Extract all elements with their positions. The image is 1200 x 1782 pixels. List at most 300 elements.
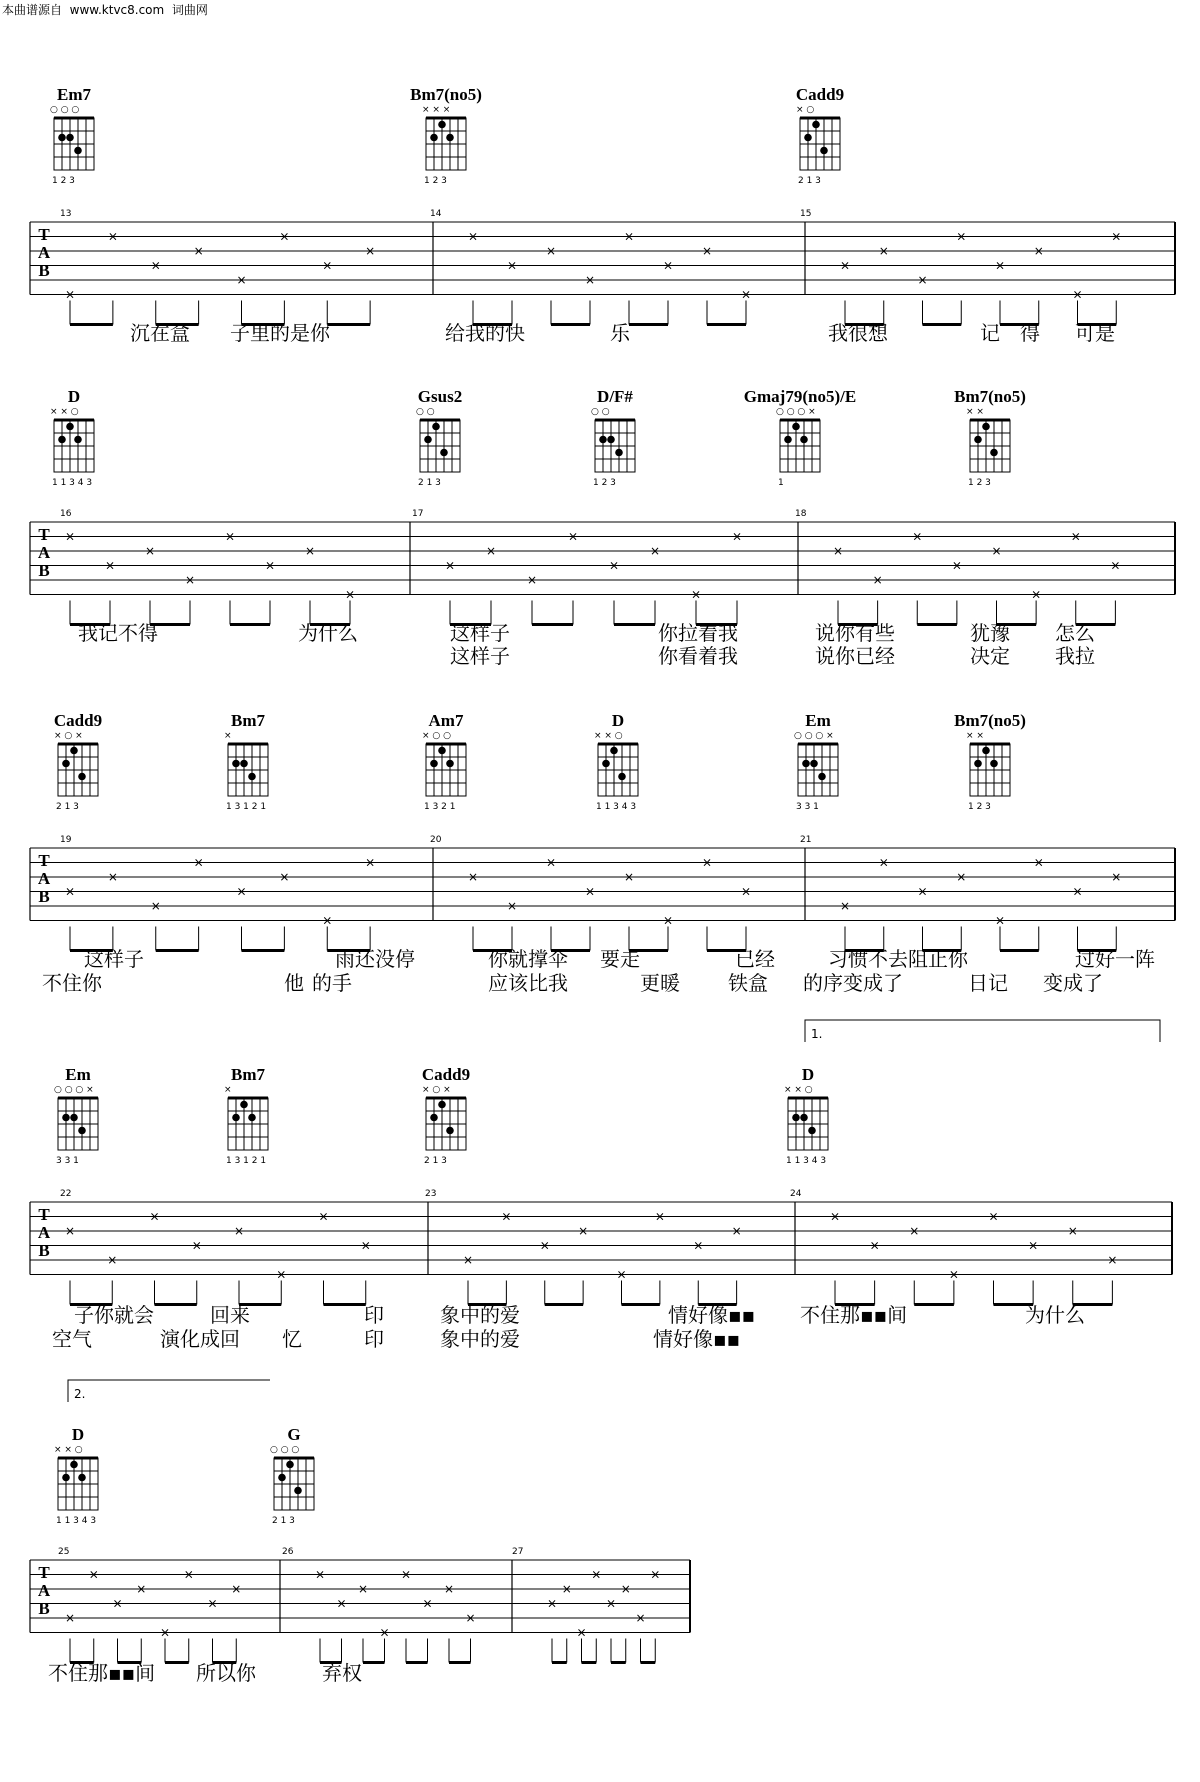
finger-dot (818, 773, 826, 781)
lyric-line2: 演化成回 (160, 1327, 240, 1351)
tab-note: × (731, 1224, 742, 1238)
tab-note: × (545, 855, 557, 870)
finger-dot (62, 1474, 70, 1482)
tab-note: × (485, 544, 497, 558)
tab-note: × (917, 273, 928, 287)
finger-dot (424, 436, 432, 444)
tab-note: × (693, 1238, 704, 1253)
tab-clef-letter: A (37, 1223, 51, 1242)
tab-clef-letter: T (38, 851, 50, 870)
finger-dot (974, 760, 982, 768)
finger-dot (610, 747, 618, 755)
finger-dot (286, 1461, 294, 1469)
tab-note: × (635, 1611, 646, 1625)
finger-dot (78, 1474, 86, 1482)
tab-note: × (465, 1611, 476, 1625)
tab-note: × (662, 913, 674, 928)
tab-note: × (994, 258, 1006, 273)
tab-note: × (1031, 587, 1042, 602)
finger-dot (78, 773, 86, 781)
finger-dot (58, 436, 66, 444)
tab-note: × (64, 287, 76, 302)
finger-numbers: 1 1 3 4 3 (52, 478, 93, 488)
tab-note: × (917, 884, 928, 899)
lyric-line2: 应该比我 (488, 971, 568, 995)
tab-note: × (956, 229, 967, 244)
tab-note: × (994, 913, 1006, 928)
tab-note: × (506, 258, 518, 273)
tab-clef-letter: B (38, 1599, 50, 1618)
lyric-line2: 你看着我 (658, 644, 738, 668)
lyric-line2: 的手 (312, 971, 352, 995)
lyric-line2: 日记 (968, 971, 1008, 995)
tab-clef-letter: A (37, 243, 51, 262)
volta-bracket (68, 1380, 270, 1402)
chord-name: Bm7 (231, 711, 265, 730)
lyric-line1: 为什么 (1025, 1303, 1085, 1327)
tab-note: × (365, 855, 376, 870)
finger-dot (70, 1461, 78, 1469)
measure-number: 23 (425, 1189, 437, 1199)
finger-dot (808, 1127, 816, 1135)
tab-note: × (956, 870, 967, 884)
finger-dot (58, 134, 66, 142)
finger-dot (62, 760, 70, 768)
tab-note: × (662, 258, 674, 273)
open-mute-markers: × × × (422, 105, 451, 115)
lyric-line1: 犹豫 (970, 621, 1010, 645)
tab-note: × (567, 529, 579, 544)
finger-numbers: 1 2 3 (424, 176, 447, 186)
finger-dot (800, 1114, 808, 1122)
tab-note: × (872, 573, 883, 587)
system-1 (30, 85, 1175, 345)
tab-note: × (839, 258, 851, 273)
system-4 (30, 1020, 1172, 1351)
tab-clef-letter: A (37, 543, 51, 562)
tab-clef-letter: B (38, 261, 50, 280)
system-3 (30, 711, 1175, 995)
tab-note: × (322, 913, 333, 928)
tab-clef-letter: B (38, 887, 50, 906)
tab-note: × (623, 229, 635, 244)
finger-dot (430, 134, 438, 142)
tab-note: × (650, 1567, 661, 1582)
tab-clef-letter: T (38, 225, 50, 244)
finger-numbers: 2 1 3 (798, 176, 821, 186)
lyric-line1: 这样子 (450, 621, 510, 645)
open-mute-markers: ○ ○ ○ (270, 1445, 300, 1455)
tab-note: × (400, 1567, 412, 1582)
open-mute-markers: ○ ○ ○ × (794, 731, 834, 741)
tab-note: × (1028, 1238, 1039, 1253)
lyric-line2: 不住你 (42, 971, 102, 995)
chord-name: Bm7(no5) (954, 387, 1026, 406)
measure-number: 22 (60, 1189, 72, 1199)
tab-note: × (64, 1224, 76, 1238)
finger-dot (248, 1114, 256, 1122)
tab-note: × (991, 544, 1002, 558)
finger-numbers: 2 1 3 (418, 478, 441, 488)
tab-note: × (1033, 855, 1044, 870)
tab-note: × (304, 544, 316, 558)
tab-note: × (183, 1567, 194, 1582)
measure-number: 18 (795, 509, 807, 519)
measure-number: 15 (800, 209, 812, 219)
chord-name: Em (805, 711, 831, 730)
finger-dot (792, 1114, 800, 1122)
tab-clef-letter: A (37, 869, 51, 888)
finger-numbers: 2 1 3 (424, 1156, 447, 1166)
tab-note: × (539, 1238, 550, 1253)
lyric-line2: 的序变成了 (803, 971, 903, 995)
tab-note: × (64, 884, 76, 899)
finger-dot (800, 436, 808, 444)
lyric-line2: 铁盒 (728, 971, 768, 995)
finger-numbers: 1 2 3 (52, 176, 75, 186)
finger-dot (78, 1127, 86, 1135)
lyric-line2: 情好像▪▪ (653, 1327, 741, 1351)
tab-note: × (1107, 1253, 1118, 1267)
chord-name: Em7 (57, 85, 91, 104)
finger-dot (248, 773, 256, 781)
lyric-line1: 我记不得 (78, 621, 158, 645)
lyric-line1: 不住那▪▪间 (800, 1303, 908, 1327)
lyric-line1: 弃权 (322, 1661, 362, 1685)
lyric-line1: 要走 (600, 947, 640, 971)
finger-dot (618, 773, 626, 781)
system-5 (30, 1380, 690, 1685)
open-mute-markers: ○ ○ (416, 407, 435, 417)
lyric-line1: 记 (980, 321, 1000, 345)
tab-note: × (526, 573, 538, 587)
lyric-line1: 我很想 (828, 321, 888, 345)
tab-note: × (336, 1596, 347, 1611)
chord-name: D/F# (597, 387, 633, 406)
tab-note: × (444, 558, 456, 573)
tab-clef-letter: T (38, 1205, 50, 1224)
lyric-line1: 子你就会 (74, 1303, 154, 1327)
tab-note: × (64, 1611, 76, 1625)
open-mute-markers: × × (966, 731, 984, 741)
measure-number: 25 (58, 1547, 70, 1557)
tab-note: × (276, 1267, 287, 1282)
tab-note: × (608, 558, 620, 573)
chord-name: D (801, 1065, 815, 1084)
chord-name: D (67, 387, 81, 406)
finger-dot (70, 1114, 78, 1122)
finger-dot (792, 423, 800, 431)
tab-note: × (236, 273, 247, 287)
open-mute-markers: × ○ × (422, 1085, 451, 1095)
tab-note: × (104, 558, 116, 573)
finger-dot (232, 760, 240, 768)
tab-note: × (1111, 229, 1122, 244)
tab-note: × (107, 1253, 118, 1267)
tab-note: × (545, 244, 557, 258)
finger-dot (66, 134, 74, 142)
finger-dot (446, 134, 454, 142)
lyric-line1: 你拉着我 (658, 621, 738, 645)
tab-note: × (149, 1209, 160, 1224)
finger-dot (802, 760, 810, 768)
tab-note: × (546, 1596, 558, 1611)
tab-note: × (839, 899, 851, 913)
chord-name: Am7 (428, 711, 464, 730)
finger-dot (982, 423, 990, 431)
tab-clef-letter: A (37, 1581, 51, 1600)
tab-note: × (649, 544, 661, 558)
finger-dot (240, 760, 248, 768)
open-mute-markers: × (224, 731, 232, 741)
tab-note: × (740, 287, 752, 302)
lyric-line1: 子里的是你 (230, 321, 330, 345)
lyric-line1: 可是 (1075, 321, 1115, 345)
measure-number: 16 (60, 509, 72, 519)
tab-note: × (584, 884, 596, 899)
finger-dot (430, 760, 438, 768)
finger-numbers: 2 1 3 (56, 802, 79, 812)
finger-numbers: 2 1 3 (272, 1516, 295, 1526)
tab-note: × (561, 1582, 572, 1596)
finger-dot (602, 760, 610, 768)
open-mute-markers: ○ ○ ○ × (776, 407, 816, 417)
lyric-line1: 习惯不去阻止你 (828, 947, 968, 971)
tab-clef-letter: B (38, 1241, 50, 1260)
lyric-line2: 更暖 (640, 971, 680, 995)
lyric-line2: 决定 (970, 644, 1010, 668)
open-mute-markers: × × ○ (50, 407, 79, 417)
finger-dot (294, 1487, 302, 1495)
open-mute-markers: × (224, 1085, 232, 1095)
open-mute-markers: × ○ ○ (422, 731, 451, 741)
tab-note: × (576, 1625, 587, 1640)
tab-note: × (88, 1567, 99, 1582)
finger-dot (240, 1101, 248, 1109)
chord-name: Bm7(no5) (410, 85, 482, 104)
tab-note: × (107, 229, 118, 244)
finger-numbers: 1 2 3 (968, 802, 991, 812)
tab-note: × (620, 1582, 631, 1596)
tab-note: × (1070, 529, 1081, 544)
lyric-line2: 印 (364, 1327, 384, 1351)
tab-note: × (150, 899, 161, 913)
tab-note: × (150, 258, 161, 273)
chord-name: Cadd9 (53, 711, 103, 730)
tab-note: × (578, 1224, 589, 1238)
open-mute-markers: ○ ○ ○ × (54, 1085, 94, 1095)
finger-numbers: 1 1 3 4 3 (56, 1516, 97, 1526)
open-mute-markers: × × ○ (784, 1085, 813, 1095)
finger-numbers: 3 3 1 (796, 802, 819, 812)
chord-name: D (71, 1425, 85, 1444)
finger-dot (982, 747, 990, 755)
measure-number: 17 (412, 509, 424, 519)
tab-note: × (701, 244, 713, 258)
tab-note: × (314, 1567, 326, 1582)
finger-dot (607, 436, 615, 444)
finger-dot (438, 1101, 446, 1109)
chord-name: Gsus2 (417, 387, 463, 406)
tab-note: × (193, 244, 204, 258)
lyric-line1: 为什么 (298, 621, 358, 645)
tab-note: × (912, 529, 923, 544)
tab-note: × (909, 1224, 920, 1238)
tab-note: × (344, 587, 356, 602)
tab-note: × (829, 1209, 841, 1224)
lyric-line2: 这样子 (450, 644, 510, 668)
measure-number: 13 (60, 209, 72, 219)
finger-dot (74, 147, 82, 155)
tab-note: × (654, 1209, 665, 1224)
tab-note: × (878, 855, 889, 870)
tab-note: × (467, 229, 479, 244)
tab-note: × (948, 1267, 959, 1282)
tab-note: × (233, 1224, 245, 1238)
finger-dot (440, 449, 448, 457)
tab-note: × (869, 1238, 880, 1253)
finger-dot (438, 747, 446, 755)
chord-name: Em (65, 1065, 91, 1084)
tab-note: × (501, 1209, 512, 1224)
tab-note: × (144, 544, 156, 558)
finger-dot (430, 1114, 438, 1122)
finger-numbers: 1 3 2 1 (424, 802, 456, 812)
lyric-line2: 象中的爱 (440, 1327, 520, 1351)
lyric-line1: 所以你 (196, 1661, 256, 1685)
chord-name: Gmaj79(no5)/E (743, 387, 857, 406)
tab-clef-letter: T (38, 525, 50, 544)
tab-note: × (159, 1625, 171, 1640)
lyric-line2: 忆 (282, 1327, 302, 1351)
lyric-line2: 变成了 (1043, 971, 1103, 995)
finger-dot (820, 147, 828, 155)
lyric-line2: 空气 (52, 1327, 92, 1351)
tab-note: × (231, 1582, 242, 1596)
chord-name: Cadd9 (421, 1065, 471, 1084)
open-mute-markers: × × ○ (594, 731, 623, 741)
measure-number: 20 (430, 835, 442, 845)
lyric-line1: 怎么 (1055, 621, 1095, 645)
chord-name: Bm7 (231, 1065, 265, 1084)
open-mute-markers: × ○ × (54, 731, 83, 741)
tab-note: × (1110, 558, 1121, 573)
lyric-line1: 情好像▪▪ (668, 1303, 756, 1327)
open-mute-markers: ○ ○ (591, 407, 610, 417)
finger-dot (438, 121, 446, 129)
tab-note: × (191, 1238, 202, 1253)
tab-note: × (1111, 870, 1122, 884)
tab-note: × (357, 1582, 369, 1596)
finger-dot (804, 134, 812, 142)
tab-note: × (207, 1596, 218, 1611)
tab-note: × (224, 529, 236, 544)
tab-note: × (591, 1567, 602, 1582)
finger-numbers: 1 (778, 478, 784, 488)
finger-dot (432, 423, 440, 431)
finger-dot (278, 1474, 286, 1482)
lyric-line1: 乐 (610, 321, 630, 345)
finger-dot (70, 747, 78, 755)
tab-note: × (616, 1267, 627, 1282)
tab-note: × (1033, 244, 1044, 258)
lyric-line1: 过好一阵 (1075, 947, 1155, 971)
tab-note: × (136, 1582, 147, 1596)
lyric-line1: 得 (1020, 321, 1040, 345)
tab-note: × (878, 244, 889, 258)
tab-note: × (623, 870, 635, 884)
finger-dot (446, 1127, 454, 1135)
finger-numbers: 1 2 3 (968, 478, 991, 488)
lyric-line1: 象中的爱 (440, 1303, 520, 1327)
finger-numbers: 3 3 1 (56, 1156, 79, 1166)
finger-dot (810, 760, 818, 768)
lyric-line1: 不住那▪▪间 (48, 1661, 156, 1685)
tab-note: × (832, 544, 844, 558)
open-mute-markers: × × (966, 407, 984, 417)
finger-dot (990, 760, 998, 768)
finger-numbers: 1 3 1 2 1 (226, 1156, 267, 1166)
finger-dot (446, 760, 454, 768)
lyric-line1: 回来 (210, 1303, 250, 1327)
finger-numbers: 1 2 3 (593, 478, 616, 488)
tab-note: × (584, 273, 596, 287)
lyric-line2: 我拉 (1055, 644, 1095, 668)
finger-dot (74, 436, 82, 444)
finger-dot (990, 449, 998, 457)
tab-note: × (988, 1209, 999, 1224)
tab-note: × (690, 587, 702, 602)
tab-note: × (443, 1582, 455, 1596)
tab-note: × (365, 244, 376, 258)
tab-note: × (107, 870, 118, 884)
lyric-line1: 雨还没停 (335, 947, 415, 971)
finger-dot (974, 436, 982, 444)
finger-dot (599, 436, 607, 444)
lyric-line1: 这样子 (84, 947, 144, 971)
measure-number: 19 (60, 835, 72, 845)
chord-name: G (287, 1425, 301, 1444)
tab-note: × (322, 258, 333, 273)
tab-note: × (731, 529, 743, 544)
tab-clef-letter: T (38, 1563, 50, 1582)
open-mute-markers: × × ○ (54, 1445, 83, 1455)
finger-dot (232, 1114, 240, 1122)
chord-name: Bm7(no5) (954, 711, 1026, 730)
tab-note: × (605, 1596, 617, 1611)
lyric-line1: 沉在盒 (130, 321, 190, 345)
finger-numbers: 1 1 3 4 3 (786, 1156, 827, 1166)
tab-note: × (701, 855, 713, 870)
tab-note: × (467, 870, 479, 884)
tab-note: × (462, 1253, 474, 1267)
tab-note: × (379, 1625, 390, 1640)
finger-dot (66, 423, 74, 431)
tab-note: × (1072, 287, 1083, 302)
tab-note: × (1072, 884, 1083, 899)
measure-number: 26 (282, 1547, 294, 1557)
tab-note: × (506, 899, 518, 913)
lyric-line1: 给我的快 (445, 321, 525, 345)
volta-number: 1. (811, 1027, 823, 1041)
tab-note: × (360, 1238, 371, 1253)
volta-bracket (805, 1020, 1160, 1042)
finger-numbers: 1 3 1 2 1 (226, 802, 267, 812)
tab-note: × (279, 870, 290, 884)
lyric-line1: 已经 (735, 947, 775, 971)
lyric-line2: 他 (284, 971, 304, 995)
measure-number: 24 (790, 1189, 802, 1199)
